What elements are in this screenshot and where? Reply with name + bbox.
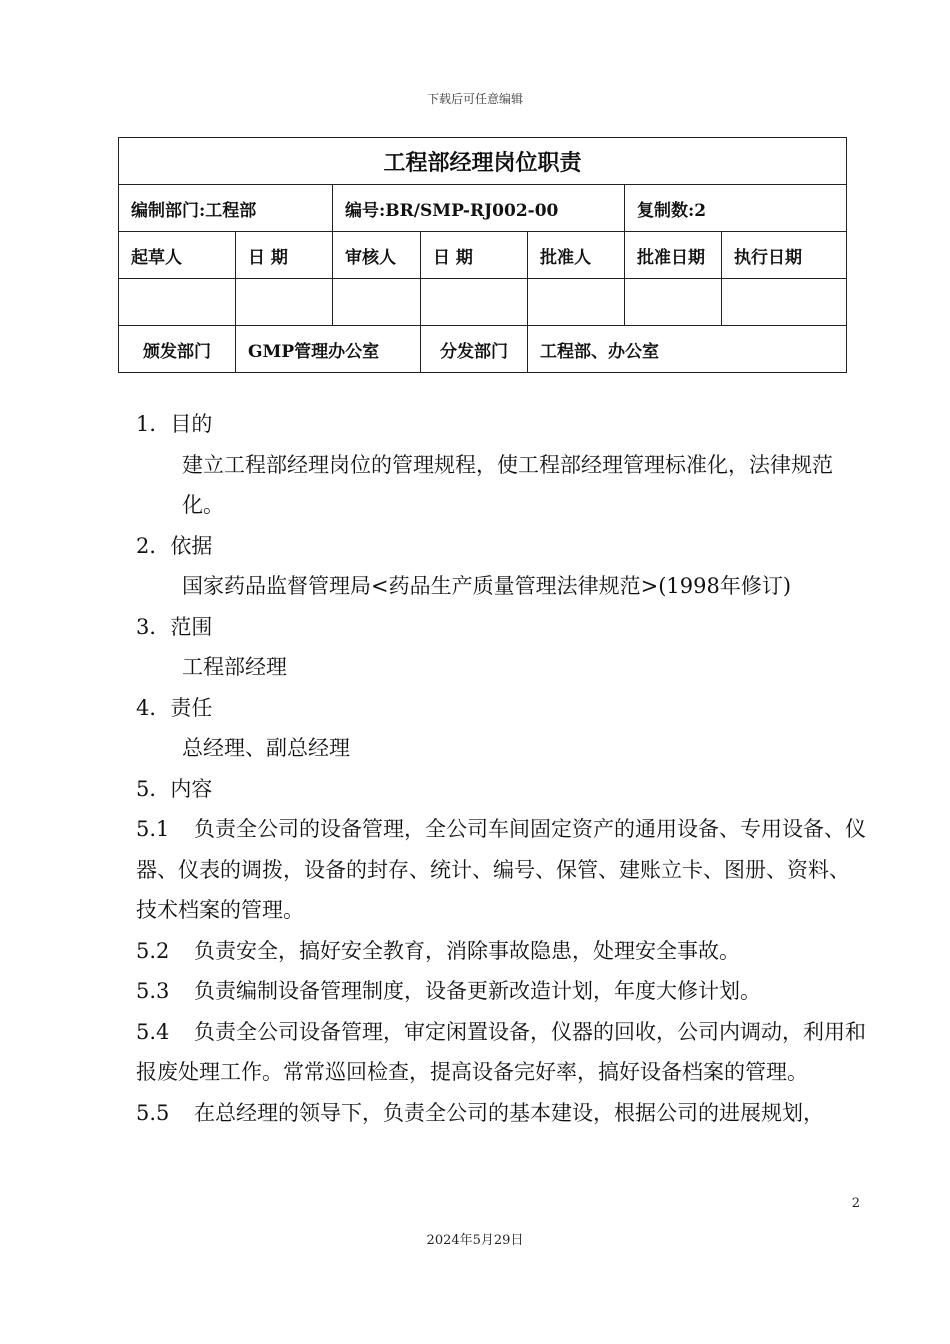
item-text: 负责编制设备管理制度，设备更新改造计划，年度大修计划。: [194, 979, 761, 1003]
dist-dept-value: 工程部、办公室: [528, 326, 847, 373]
col-header-effective-date: 执行日期: [722, 232, 847, 279]
col-header-reviewer: 审核人: [333, 232, 421, 279]
col-header-approval-date: 批准日期: [625, 232, 722, 279]
section-body-responsibility: 总经理、副总经理: [182, 736, 350, 760]
empty-cell: [236, 279, 333, 326]
item-text: 负责安全，搞好安全教育，消除事故隐患，处理安全事故。: [194, 938, 740, 963]
empty-cell: [722, 279, 847, 326]
section-body-basis: 国家药品监督管理局<药品生产质量管理法律规范>(1998年修订): [182, 574, 792, 598]
document-title: 工程部经理岗位职责: [119, 138, 847, 185]
section-title-basis: 2．依据: [136, 533, 213, 558]
dist-dept-label: 分发部门: [421, 326, 528, 373]
copies-count: 复制数:2: [625, 185, 847, 232]
item-text: 负责全公司的设备管理，全公司车间固定资产的通用设备、专用设备、仪器、仪表的调拨，设备的封存、统计、编号、保管、建账立卡、图册、资料、技术档案的管理。: [136, 817, 866, 922]
doc-code: 编号:BR/SMP-RJ002-00: [333, 185, 625, 232]
col-header-approver: 批准人: [528, 232, 625, 279]
section-title-content: 5．内容: [136, 776, 213, 801]
content-item: [136, 971, 866, 1012]
document-body: [136, 404, 866, 1133]
section-title-responsibility: 4．责任: [136, 695, 213, 720]
footer-date: 2024年5月29日: [426, 1233, 524, 1248]
content-item: [136, 931, 866, 972]
empty-cell: [333, 279, 421, 326]
item-number: 5.2: [136, 938, 170, 963]
compile-dept: 编制部门:工程部: [119, 185, 333, 232]
col-header-date: 日 期: [236, 232, 333, 279]
section-body-purpose: 建立工程部经理岗位的管理规程，使工程部经理管理标准化，法律规范化。: [182, 452, 833, 517]
col-header-date: 日 期: [421, 232, 528, 279]
content-item: [136, 809, 866, 931]
header-note: 下载后可任意编辑: [426, 92, 523, 106]
item-number: 5.4: [136, 1019, 170, 1044]
document-info-table: [118, 137, 847, 373]
section-title-scope: 3．范围: [136, 614, 213, 639]
issue-dept-value: GMP管理办公室: [236, 326, 421, 373]
content-item: [136, 1012, 866, 1093]
content-item: [136, 1093, 866, 1134]
item-text: 负责全公司设备管理，审定闲置设备，仪器的回收，公司内调动，利用和报废处理工作。常常巡回检查，提高设备完好率，搞好设备档案的管理。: [136, 1019, 866, 1084]
empty-cell: [625, 279, 722, 326]
col-header-drafter: 起草人: [119, 232, 236, 279]
empty-cell: [119, 279, 236, 326]
issue-dept-label: 颁发部门: [119, 326, 236, 373]
item-text: 在总经理的领导下，负责全公司的基本建设，根据公司的进展规划，: [194, 1100, 824, 1125]
section-title-purpose: 1．目的: [136, 412, 213, 436]
item-number: 5.3: [136, 979, 170, 1003]
page-number: 2: [851, 1196, 860, 1211]
section-body-scope: 工程部经理: [182, 655, 287, 679]
item-number: 5.1: [136, 817, 170, 841]
item-number: 5.5: [136, 1100, 170, 1125]
empty-cell: [528, 279, 625, 326]
empty-cell: [421, 279, 528, 326]
